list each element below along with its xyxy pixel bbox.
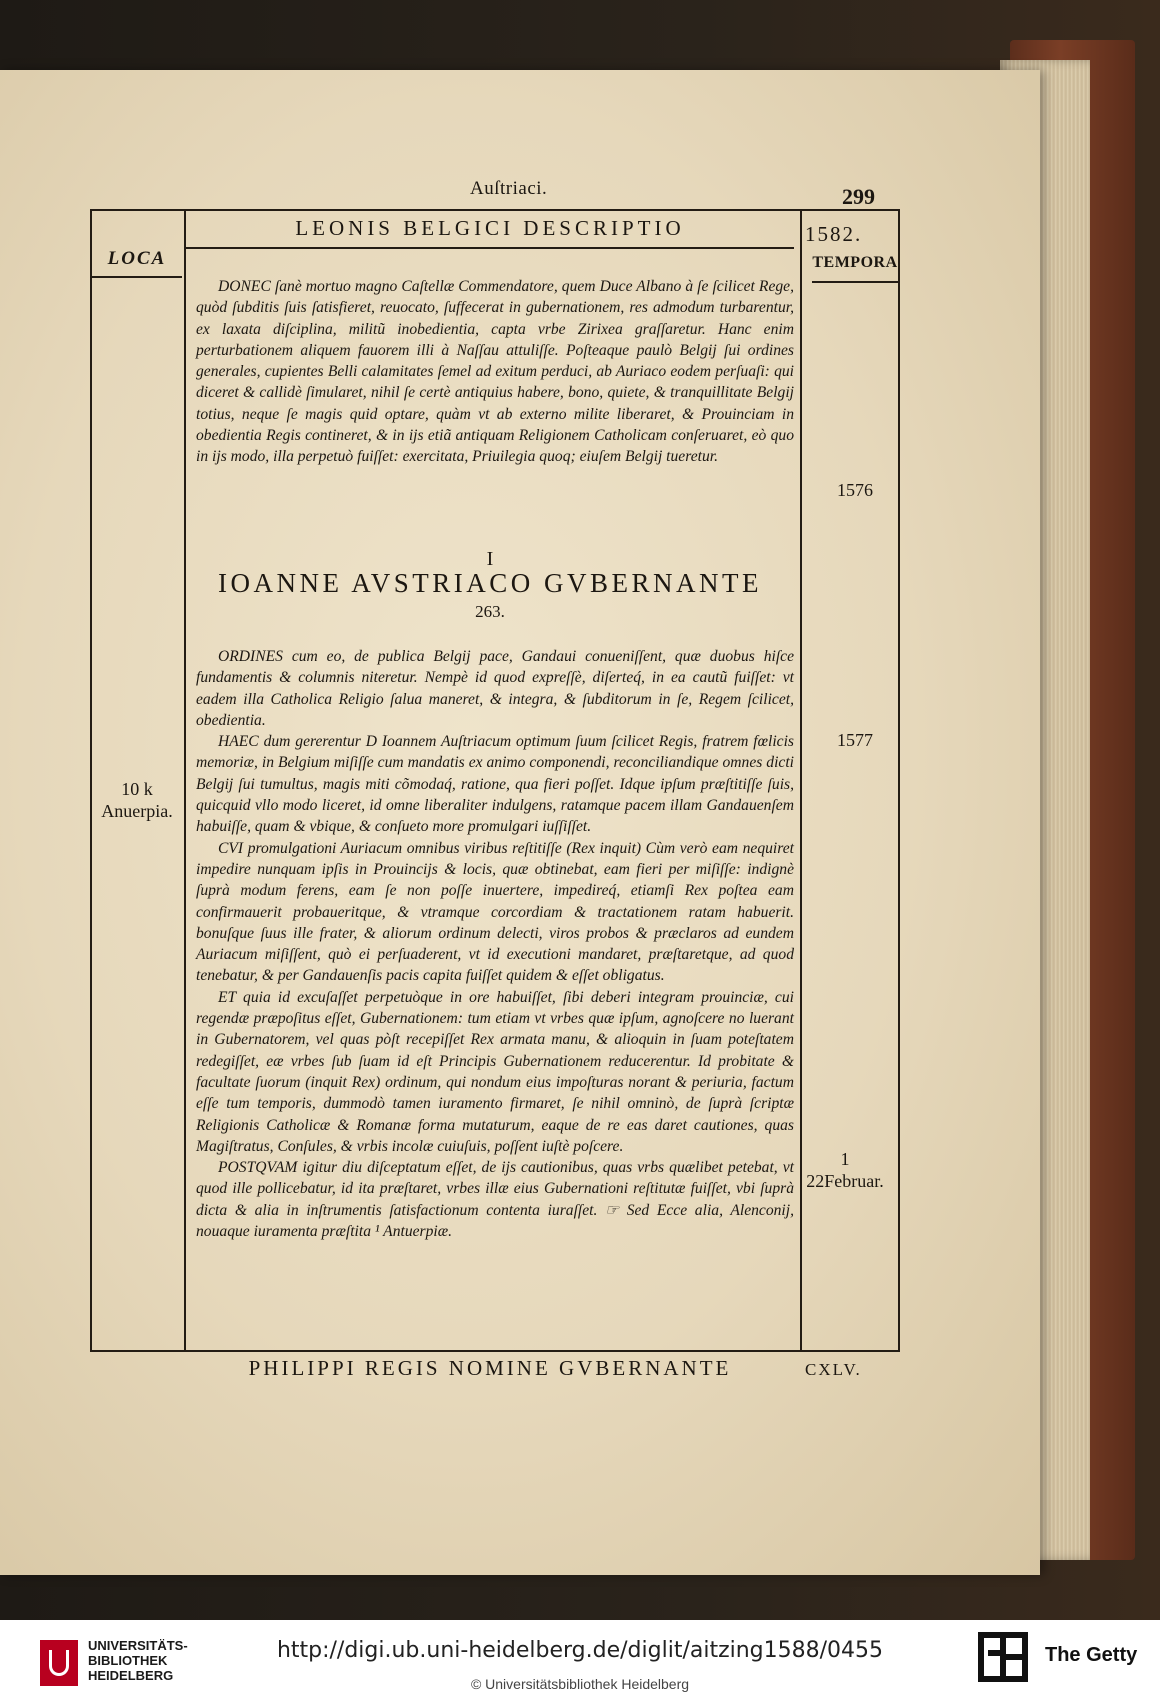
footer-title: PHILIPPI REGIS NOMINE GVBERNANTE xyxy=(248,1356,732,1380)
section-heading: IOANNE AVSTRIACO GVBERNANTE xyxy=(217,568,762,598)
running-head: Auſtriaci. xyxy=(470,178,548,199)
library-name: UNIVERSITÄTS- BIBLIOTHEK HEIDELBERG xyxy=(88,1638,188,1683)
tempora-column-label: TEMPORA xyxy=(812,254,898,271)
frame-title-rule xyxy=(186,247,794,249)
text-block-2 xyxy=(196,646,794,1242)
loca-column-label: LOCA xyxy=(107,248,167,269)
margin-date-note xyxy=(795,1148,895,1192)
frame-top-rule xyxy=(90,209,900,211)
margin-date-line: 1 xyxy=(840,1149,850,1169)
viewer-bar xyxy=(0,1620,1160,1708)
margin-year-1576: 1576 xyxy=(837,480,873,500)
margin-place-line: Anuerpia. xyxy=(101,801,173,821)
page-number: 299 xyxy=(842,184,875,209)
signature-mark: CXLV. xyxy=(805,1360,862,1379)
copyright-notice: © Universitätsbibliothek Heidelberg xyxy=(470,1676,690,1692)
margin-year-1577: 1577 xyxy=(837,730,873,750)
margin-date-line: 22Februar. xyxy=(806,1171,884,1191)
getty-logo-icon[interactable] xyxy=(978,1632,1028,1682)
permalink-url[interactable]: http://digi.ub.uni-heidelberg.de/diglit/aitzing1588/0455 xyxy=(276,1638,884,1663)
frame-bottom-rule xyxy=(90,1350,900,1352)
section-numeral: I xyxy=(486,548,494,570)
frame-right-outer xyxy=(898,209,900,1350)
section-count: 263. xyxy=(475,602,505,621)
loca-rule xyxy=(92,276,182,278)
getty-label[interactable]: The Getty xyxy=(1045,1644,1138,1666)
paragraph: HAEC dum gererentur D Ioannem Auſtriacum optimum ſuum ſcilicet Regis, fratrem fœlicis memoriæ, in Belgium miſiſſe cum mandatis ex animo componendi, reconciliandique omnes dicti Belgij ſui tumultus, magis miti cõmodaq́, ratione, qua fieri poſſet. Idque ipſum præſtitiſſe ſuis, quicquid vllo modo liceret, id omne liberaliter indulgens, ratamque pacem illam Gandauenſem habuiſſe, quam & vbique, & conſueto more promulgari iuſſiſſet. xyxy=(196,733,794,836)
margin-place-line: 10 k xyxy=(121,779,153,799)
paragraph: CVI promulgationi Auriacum omnibus viribus reſtitiſſe (Rex inquit) Cùm verò eam nequiret impedire nunquam ipſis in Prouincijs & locis, quæ obtinebat, eam fieri per miſiſſe: indignè ſuprà modum ferens, eam ſe non poſſe inuertere, impedireq́, etiamſi Rex poſtea eam confirmauerit probaueritque, & vtramque corcordiam & tractationem ratam habuerit. bonuſque ſuus ille frater, & aliorum ordinum delecti, viros probos & præclaros ad eundem Auriacum miſiſſent, quò ei perſuaderent, vt id executioni mandaret, præſtaretque, ad quod tenebatur, & per Gandauenſis pacis capita fuiſſet quidem & eſſet obligatus. xyxy=(196,839,794,985)
book-page xyxy=(0,70,1040,1575)
paragraph: ET quia id excuſaſſet perpetuòque in ore habuiſſet, ſibi deberi integram prouinciæ, cui regendæ præpoſitus eſſet, Gubernationem: tum etiam vt vrbes quæ ipſum, agnoſcere no luerant in Gubernatorem, vel quas pòſt recepiſſet Rex armata manu, & alioquin in ſuam poteſtatem redegiſſet, eæ vrbes ſub ſuam id eſt Principis Gubernationem reducerentur. Id probitate & facultate ſuorum (inquit Rex) ordinum, qui nondum eius impoſturas norant & periuria, factum eſſe tum temporis, dummodò tamen iuramento firmaret, ſe nihil omninò, de ſuprà ſcriptæ Religionis Catholicæ & Romanæ forma mutaturum, eaque de re eas daret cautiones, quas Magiſtratus, Conſules, & vrbis incolæ cuiuſuis, poſſent iuſtè poſcere. xyxy=(196,988,794,1155)
paragraph: POSTQVAM igitur diu diſceptatum eſſet, de ijs cautionibus, quas vrbs quælibet petebat, vt quod ille pollicebatur, id ita præſtaret, vrbes illæ eius Gubernationi reſtitutæ fuiſſet, vbi ſuprà dicta & alia in inſtrumentis ſatisfactionum contenta iuraſſet. ☞ Sed Ecce alia, Alenconij, nouaque iuramenta præſtita ¹ Antuerpiæ. xyxy=(196,1159,794,1241)
tempora-rule xyxy=(812,281,898,283)
year-heading: 1582. xyxy=(805,222,863,246)
paragraph: ORDINES cum eo, de publica Belgij pace, Gandaui conueniſſent, quæ duobus hiſce fundamentis & columnis niteretur. Nempè id quod expreſſè, diſerteq́, in ea cautũ fuiſſet: vt eadem illa Catholica Religio ſalua maneret, & integra, & ſubditorum in ſe, Regem ſcilicet, obedientia. xyxy=(196,648,794,729)
paragraph: DONEC ſanè mortuo magno Caſtellæ Commendatore, quem Duce Albano à ſe ſcilicet Rege, quòd ſubditis ſuis ſatisfieret, reuocato, ſuffecerat in gubernationem, res admodum turbarentur, ex laxata diſciplina, militũ inobedientia, capta vrbe Zirixea graſſaretur. Hanc enim perturbationem aliquem fauorem illi à Naſſau attuliſſe. Poſteaque paulò Belgij ſui ordines generales, cupientes Belli calamitates ſemel ad exitum perduci, ab Auriaco eodem perſuaſi: qui diceret & callidè ſimularet, nihil ſe certè antiquius habere, bono, quiete, & tranquillitate Belgij totius, neque ſe magis quid optare, quàm vt ab externo milite liberaret, & Prouinciam in obedientia Regis contineret, & in ijs etiã antiquam Religionem Catholicam conſeruaret, eò quo in ijs modo, illa perpetuò fuiſſet: exercitata, Priuilegia quoq; eiuſem Belgij tueretur. xyxy=(196,278,794,466)
book-title: LEONIS BELGICI DESCRIPTIO xyxy=(295,216,685,240)
frame-left-inner xyxy=(184,209,186,1350)
margin-place-note xyxy=(92,778,182,822)
text-block-1 xyxy=(196,276,794,468)
